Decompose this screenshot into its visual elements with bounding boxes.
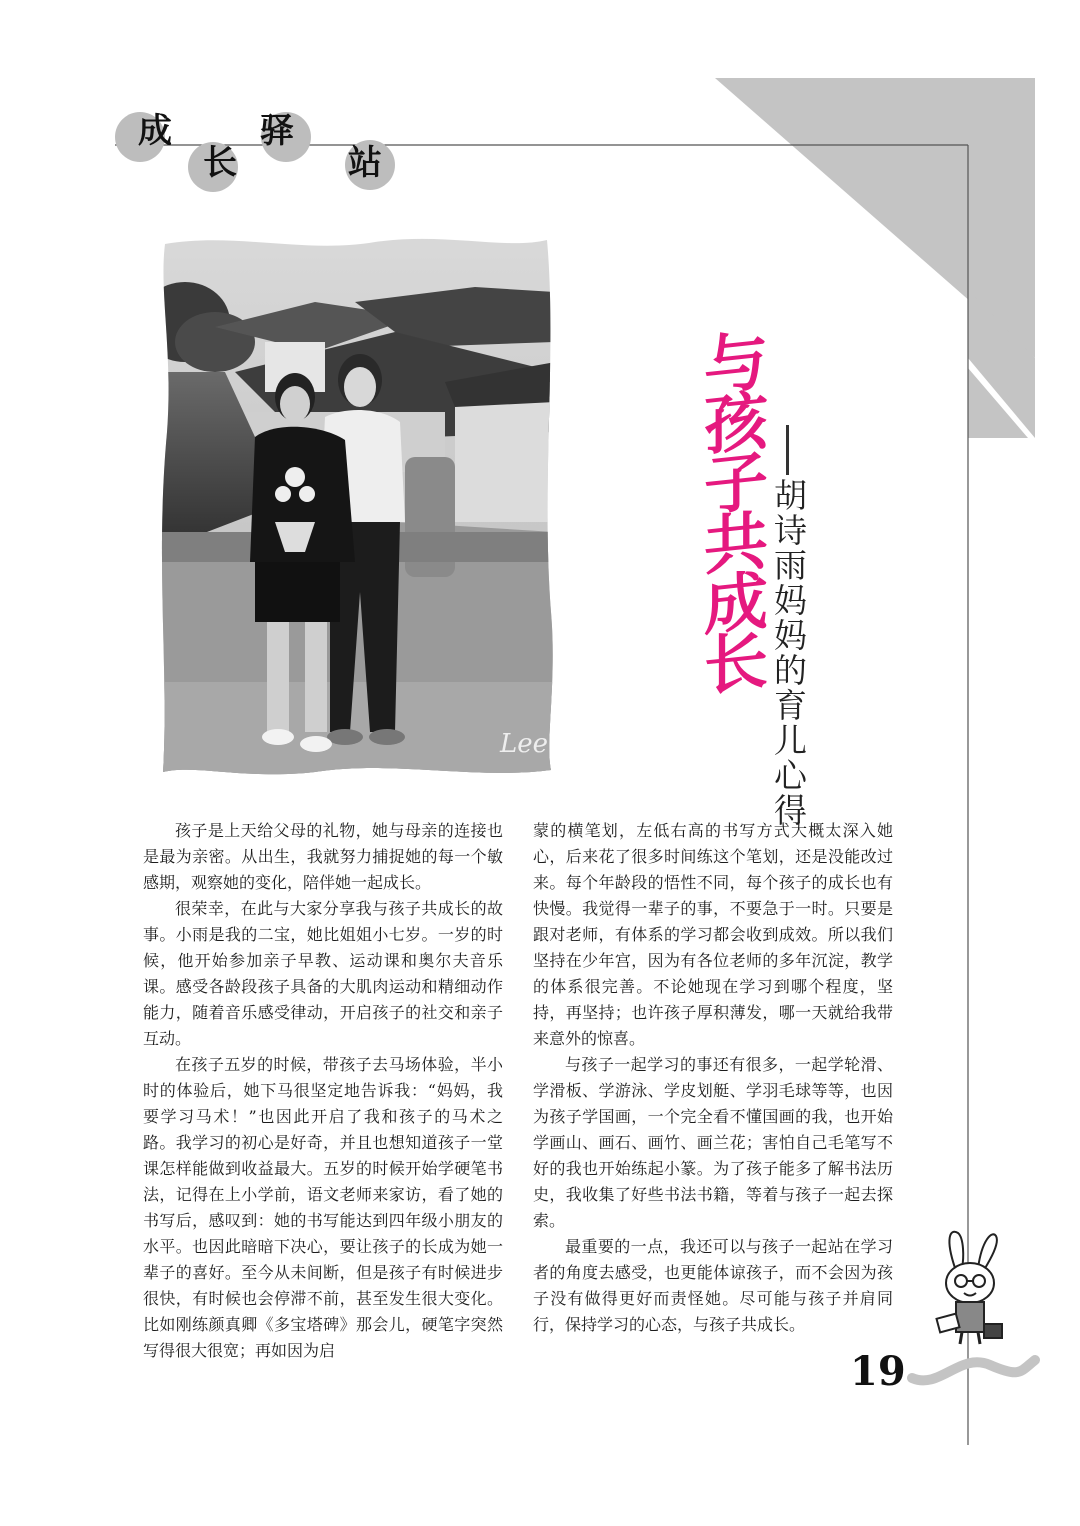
body-paragraph: 在孩子五岁的时候，带孩子去马场体验，半小时的体验后，她下马很坚定地告诉我：“妈妈，我要学习马术！”也因此开启了我和孩子的马术之路。我学习的初心是好奇，并且也想知道孩子一堂课怎样能做到收益最大。五岁的时候开始学硬笔书法，记得在上小学前，语文老师来家访，看了她的书写后，感叹到：她的书写能达到四年级小朋友的水平。也因此暗暗下决心，要让孩子的长成为她一辈子的喜好。至今从未间断，但是孩子有时候进步很快，有时候也会停滞不前，甚至发生很大变化。比如刚练颜真卿《多宝塔碑》那会儿，硬笔字突然写得很大很宽；再如因为启 (143, 1055, 503, 1360)
body-column-left (143, 818, 503, 1364)
body-paragraph: 孩子是上天给父母的礼物，她与母亲的连接也是最为亲密。从出生，我就努力捕捉她的每一个敏感期，观察她的变化，陪伴她一起成长。 (143, 821, 503, 892)
body-paragraph: 蒙的横笔划，左低右高的书写方式大概太深入她心，后来花了很多时间练这个笔划，还是没能改过来。每个年龄段的悟性不同，每个孩子的成长也有快慢。我觉得一辈子的事，不要急于一时。只要是跟对老师，有体系的学习都会收到成效。所以我们坚持在少年宫，因为有各位老师的多年沉淀，教学的体系很完善。不论她现在学习到哪个程度，坚持，再坚持；也许孩子厚积薄发，哪一天就给我带来意外的惊喜。 (533, 821, 893, 1048)
header-char-1: 成 (138, 111, 172, 151)
article-author: 胡诗雨妈妈的育儿心得 (769, 478, 808, 828)
rabbit-mascot-icon (920, 1228, 1020, 1348)
body-column-right (533, 818, 893, 1338)
body-paragraph: 与孩子一起学习的事还有很多，一起学轮滑、学滑板、学游泳、学皮划艇、学羽毛球等等，也因为孩子学国画，一个完全看不懂国画的我，也开始学画山、画石、画竹、画兰花；害怕自己毛笔写不好的我也开始练起小篆。为了孩子能多了解书法历史，我收集了好些书法书籍，等着与孩子一起去探索。 (533, 1055, 893, 1230)
header-char-2: 长 (203, 143, 237, 183)
photo-mother-daughter (155, 232, 555, 777)
header-char-4: 站 (348, 143, 382, 183)
page-number: 19 (850, 1348, 906, 1395)
author-dash (786, 425, 789, 475)
page-wave (912, 1360, 1035, 1380)
body-paragraph: 很荣幸，在此与大家分享我与孩子共成长的故事。小雨是我的二宝，她比姐姐小七岁。一岁的时候，他开始参加亲子早教、运动课和奥尔夫音乐课。感受各龄段孩子具备的大肌肉运动和精细动作能力，随着音乐感受律动，开启孩子的社交和亲子互动。 (143, 899, 503, 1048)
photo-watermark: Lee (500, 729, 549, 759)
body-paragraph: 最重要的一点，我还可以与孩子一起站在学习者的角度去感受，也更能体谅孩子，而不会因为孩子没有做得更好而责怪她。尽可能与孩子并肩同行，保持学习的心态，与孩子共成长。 (533, 1237, 893, 1334)
header-char-3: 驿 (260, 111, 294, 151)
article-title: 与孩子共成长 (693, 326, 767, 694)
